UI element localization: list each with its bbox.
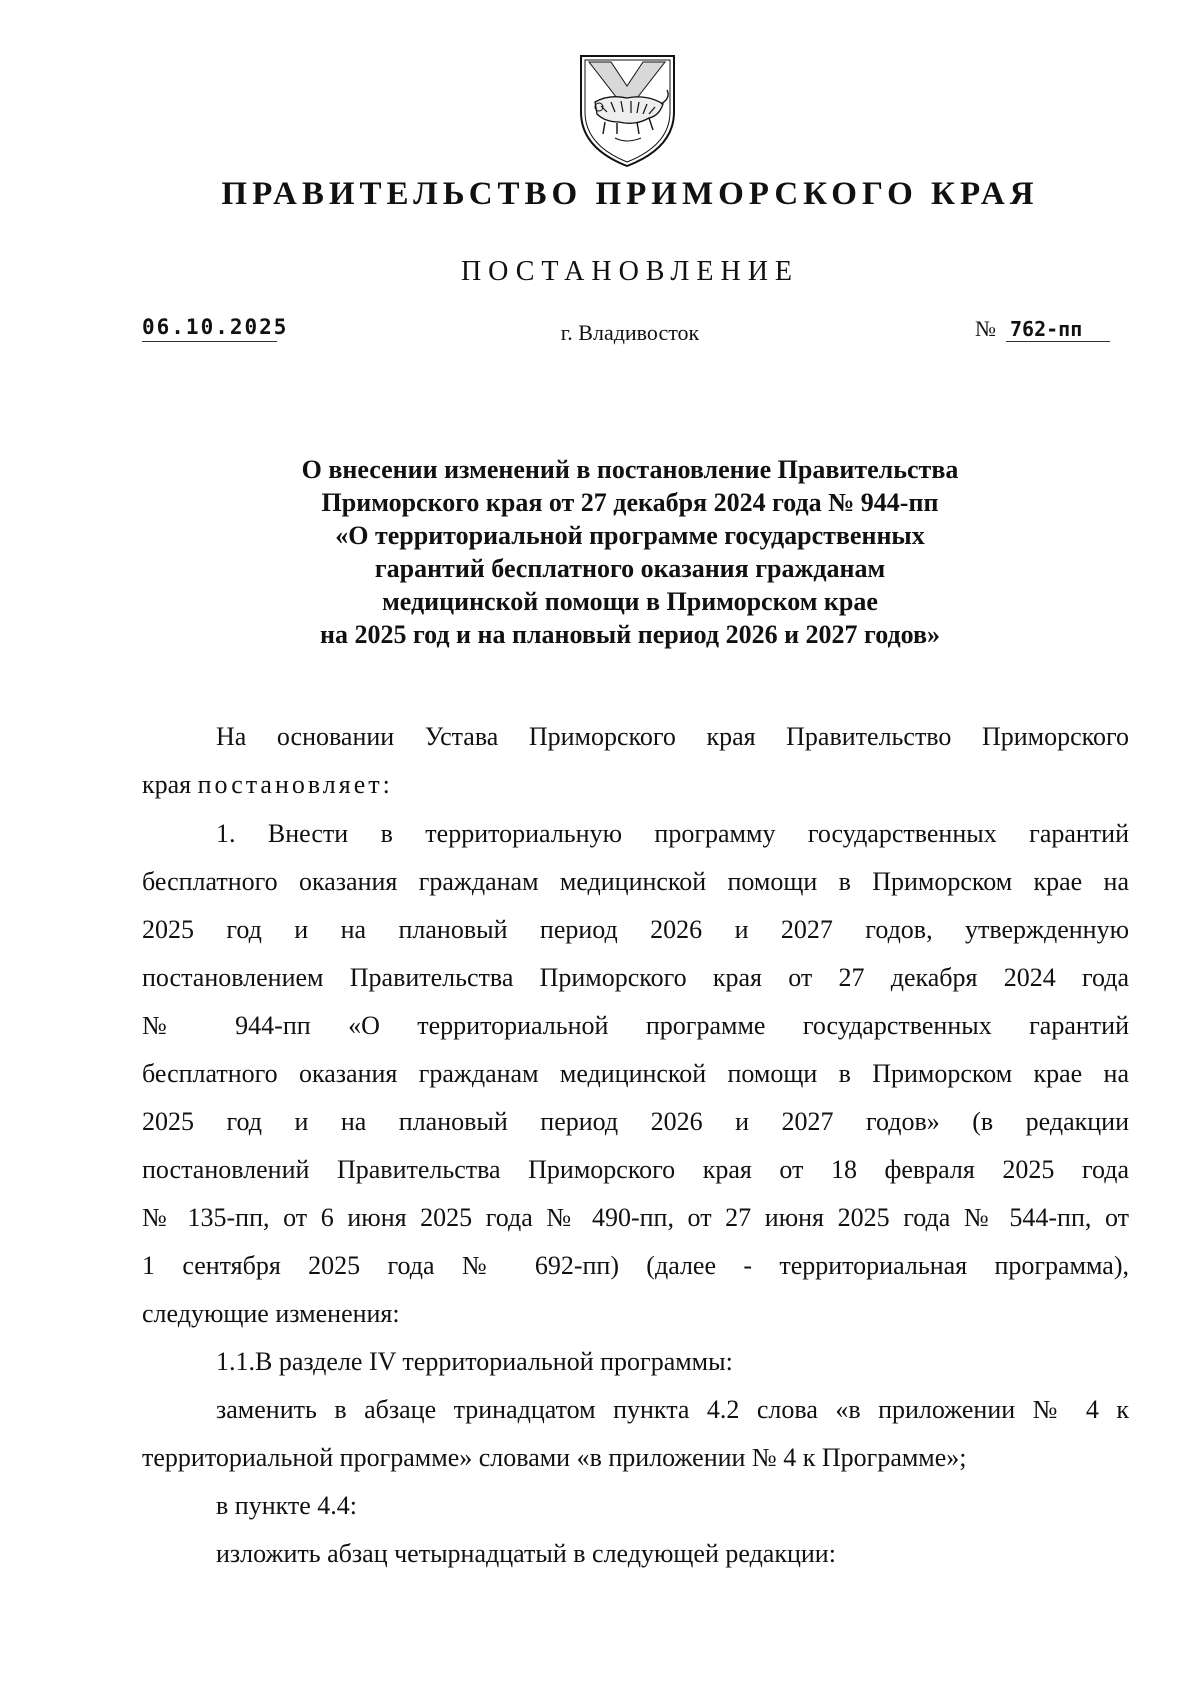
body-line: 1 сентября 2025 года № 692-пп) (далее - территориальная программа), — [142, 1251, 1129, 1280]
body-line: изложить абзац четырнадцатый в следующей редакции: — [216, 1539, 836, 1568]
subject-line: на 2025 год и на плановый период 2026 и 2027 годов» — [319, 620, 941, 649]
document-subject — [140, 453, 1120, 651]
body-line: 2025 год и на плановый период 2026 и 2027 годов, утвержденную — [142, 915, 1129, 944]
body-line: в пункте 4.4: — [216, 1491, 358, 1520]
body-line — [142, 763, 1129, 807]
body-text: края — [142, 770, 198, 799]
body-line: 1.1.В разделе IV территориальной программы: — [216, 1347, 733, 1376]
document-date: 06.10.2025 — [142, 315, 277, 342]
body-line: постановлений Правительства Приморского края от 18 февраля 2025 года — [142, 1155, 1129, 1184]
document-number: 762-пп — [1006, 317, 1110, 342]
body-line: территориальной программе» словами «в приложении № 4 к Программе»; — [142, 1443, 967, 1472]
document-city: г. Владивосток — [560, 320, 700, 345]
document-type: ПОСТАНОВЛЕНИЕ — [460, 256, 800, 287]
body-line: постановлением Правительства Приморского края от 27 декабря 2024 года — [142, 963, 1129, 992]
body-line: На основании Устава Приморского края Правительство Приморского — [216, 722, 1129, 751]
document-number-field — [975, 316, 1110, 342]
body-line: № 135-пп, от 6 июня 2025 года № 490-пп, от 27 июня 2025 года № 544-пп, от — [142, 1203, 1129, 1232]
body-line: заменить в абзаце тринадцатом пункта 4.2 слова «в приложении № 4 к — [216, 1395, 1129, 1424]
body-line: 2025 год и на плановый период 2026 и 2027 годов» (в редакции — [142, 1107, 1129, 1136]
body-line: бесплатного оказания гражданам медицинской помощи в Приморском крае на — [142, 1059, 1129, 1088]
body-line: 1. Внести в территориальную программу государственных гарантий — [216, 819, 1129, 848]
subject-line: гарантий бесплатного оказания гражданам — [374, 554, 886, 583]
body-line: бесплатного оказания гражданам медицинской помощи в Приморском крае на — [142, 867, 1129, 896]
body-line: следующие изменения: — [142, 1299, 400, 1328]
subject-line: Приморского края от 27 декабря 2024 года № 944-пп — [321, 488, 939, 517]
number-sign: № — [975, 316, 996, 341]
subject-line: медицинской помощи в Приморском крае — [382, 587, 878, 616]
body-line: № 944-пп «О территориальной программе государственных гарантий — [142, 1011, 1129, 1040]
resolves-word: постановляет: — [197, 770, 393, 799]
subject-line: О внесении изменений в постановление Правительства — [301, 455, 959, 484]
coat-of-arms-emblem — [575, 52, 680, 170]
subject-line: «О территориальной программе государственных — [335, 521, 925, 550]
government-title: ПРАВИТЕЛЬСТВО ПРИМОРСКОГО КРАЯ — [221, 176, 1039, 212]
